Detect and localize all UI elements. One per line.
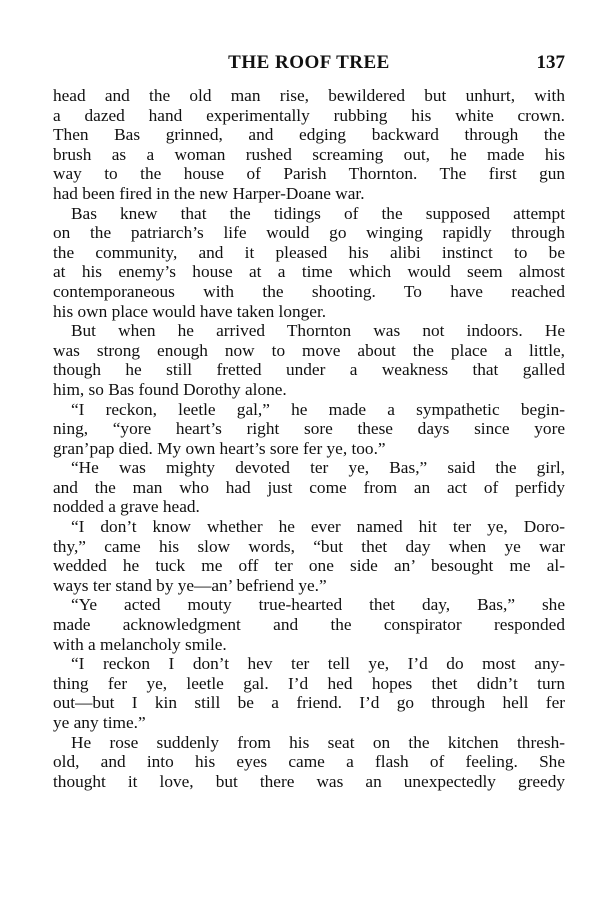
page-number: 137 — [536, 52, 565, 73]
text-line: contemporaneous with the shooting. To have reached — [53, 281, 565, 301]
text-line: “I reckon I don’t hev ter tell ye, I’d do most any- — [71, 654, 565, 674]
text-line: had been fired in the new Harper-Doane war. — [53, 183, 365, 203]
running-title: THE ROOF TREE — [228, 52, 390, 73]
text-line: with a melancholy smile. — [53, 634, 227, 654]
text-line: though he still fretted under a weakness that galled — [53, 360, 565, 380]
text-line: “I don’t know whether he ever named hit ter ye, Doro- — [71, 517, 565, 537]
text-line: was strong enough now to move about the place a little, — [53, 340, 565, 360]
book-page — [53, 52, 565, 791]
text-line: ning, “yore heart’s right sore these days since yore — [53, 419, 565, 439]
text-line: the community, and it pleased his alibi instinct to be — [53, 242, 565, 262]
text-line: thing fer ye, leetle gal. I’d hed hopes thet didn’t turn — [53, 673, 565, 693]
text-line: his own place would have taken longer. — [53, 301, 327, 321]
text-line: Bas knew that the tidings of the supposed attempt — [71, 203, 565, 223]
text-line: way to the house of Parish Thornton. The first gun — [53, 164, 565, 184]
text-line: old, and into his eyes came a flash of feeling. She — [53, 752, 565, 772]
text-line: “I reckon, leetle gal,” he made a sympathetic begin- — [71, 399, 565, 419]
text-line: thought it love, but there was an unexpectedly greedy — [53, 771, 565, 791]
text-line: gran’pap died. My own heart’s sore fer ye, too.” — [53, 438, 386, 458]
text-line: thy,” came his slow words, “but thet day when ye war — [53, 536, 565, 556]
text-line: brush as a woman rushed screaming out, he made his — [53, 144, 565, 164]
text-line: head and the old man rise, bewildered but unhurt, with — [53, 86, 565, 105]
text-line: a dazed hand experimentally rubbing his white crown. — [53, 105, 565, 125]
text-line: ways ter stand by ye—an’ befriend ye.” — [53, 575, 327, 595]
text-line: made acknowledgment and the conspirator responded — [53, 615, 565, 635]
text-line: ye any time.” — [53, 713, 146, 732]
page-header — [53, 52, 565, 76]
text-line: and the man who had just come from an act of perfidy — [53, 477, 565, 497]
body-text — [53, 86, 565, 791]
text-line: at his enemy’s house at a time which would seem almost — [53, 262, 565, 282]
text-line: on the patriarch’s life would go winging rapidly through — [53, 223, 565, 243]
text-line: But when he arrived Thornton was not indoors. He — [71, 321, 565, 341]
text-line: wedded he tuck me off ter one side an’ besought me al- — [53, 556, 565, 576]
text-line: out—but I kin still be a friend. I’d go through hell fer — [53, 693, 565, 713]
text-line: “He was mighty devoted ter ye, Bas,” said the girl, — [71, 458, 565, 478]
text-line: him, so Bas found Dorothy alone. — [53, 379, 287, 399]
text-line: Then Bas grinned, and edging backward through the — [53, 125, 565, 145]
text-line: nodded a grave head. — [53, 497, 200, 517]
text-line: He rose suddenly from his seat on the kitchen thresh- — [71, 732, 565, 752]
text-line: “Ye acted mouty true-hearted thet day, Bas,” she — [71, 595, 565, 615]
